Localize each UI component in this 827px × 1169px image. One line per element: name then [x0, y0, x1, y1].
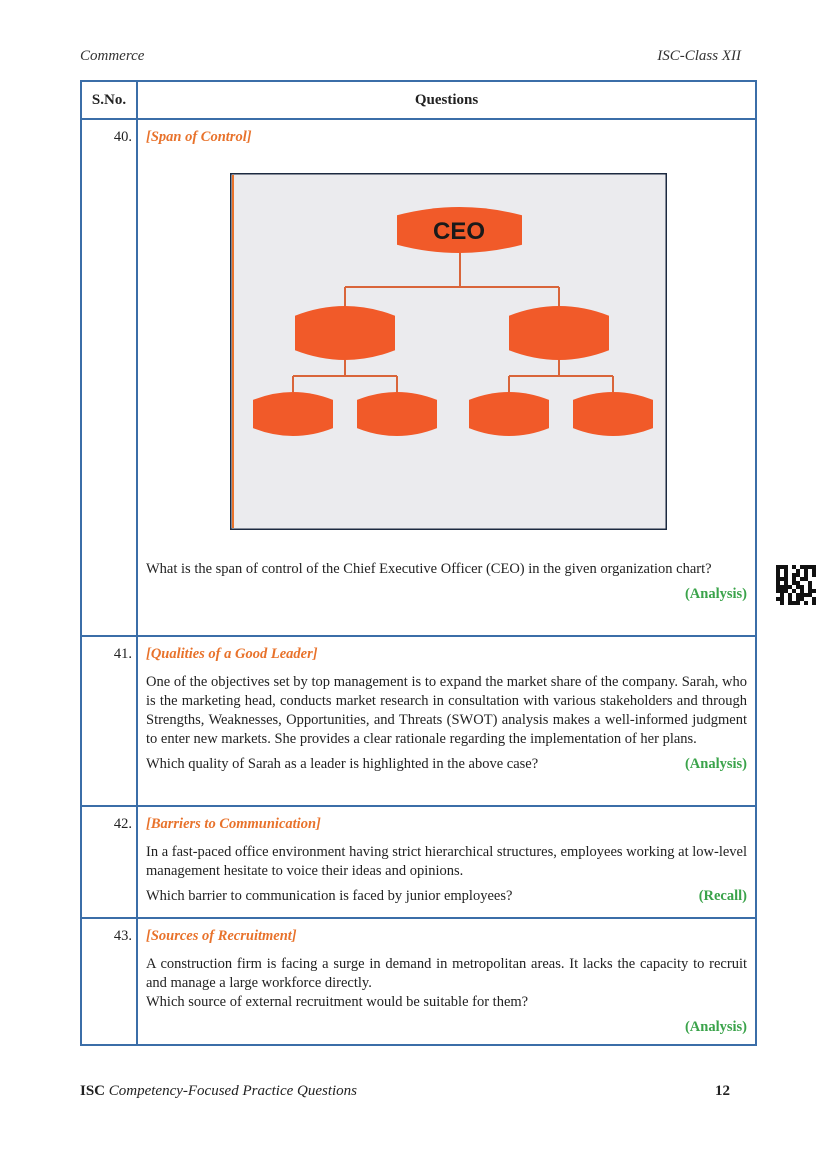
- column-header-questions: Questions: [137, 81, 756, 119]
- footer-brand: ISC: [80, 1083, 106, 1099]
- question-topic: [Barriers to Communication]: [146, 816, 321, 832]
- org-position-box: [357, 392, 437, 436]
- org-position-box: [253, 392, 333, 436]
- question-number: 43.: [81, 918, 137, 1045]
- header-subject: Commerce: [80, 48, 145, 64]
- cognitive-level: (Recall): [698, 888, 747, 904]
- question-prompt: Which quality of Sarah as a leader is highlighted in the above case?: [146, 756, 539, 772]
- ceo-label: CEO: [432, 218, 486, 245]
- question-topic: [Qualities of a Good Leader]: [146, 646, 318, 662]
- question-row: [81, 806, 756, 918]
- footer-title: Competency-Focused Practice Questions: [108, 1083, 358, 1099]
- header-class: ISC-Class XII: [657, 48, 741, 64]
- question-prompt: Which barrier to communication is faced by junior employees?: [146, 888, 513, 904]
- cognitive-level: (Analysis): [684, 586, 747, 602]
- question-text: What is the span of control of the Chief Executive Officer (CEO) in the given organization chart?: [146, 561, 712, 577]
- question-text: A construction firm is facing a surge in demand in metropolitan areas. It lacks the capacity to recruit and manage a large workforce directly.: [146, 956, 747, 991]
- question-topic: [Sources of Recruitment]: [146, 928, 297, 944]
- org-position-box: [469, 392, 549, 436]
- question-row: [81, 636, 756, 806]
- organization-chart: [230, 173, 667, 530]
- org-position-box: [509, 306, 609, 360]
- footer: [80, 1083, 730, 1100]
- question-topic: [Span of Control]: [146, 129, 252, 145]
- cognitive-level: (Analysis): [684, 756, 747, 772]
- column-header-sno: S.No.: [81, 81, 137, 119]
- question-row: [81, 119, 756, 636]
- question-row: [81, 918, 756, 1045]
- question-number: 42.: [81, 806, 137, 918]
- question-prompt: Which source of external recruitment would be suitable for them?: [146, 994, 529, 1010]
- question-number: 41.: [81, 636, 137, 806]
- qr-code[interactable]: [776, 565, 816, 605]
- question-number: 40.: [81, 119, 137, 636]
- cognitive-level: (Analysis): [684, 1019, 747, 1035]
- page-number: 12: [715, 1083, 730, 1099]
- question-text: In a fast-paced office environment having strict hierarchical structures, employees working at low-level management hesitate to voice their ideas and opinions.: [146, 844, 747, 879]
- question-text: One of the objectives set by top management is to expand the market share of the company. Sarah, who is the marketing head, conducts market research in consultation with various stakeholders and through Strengths, Weaknesses, Opportunities, and Threats (SWOT) analysis makes a well-informed judgment to enter new markets. She provides a clear rationale regarding the implementation of her plans.: [146, 674, 747, 747]
- org-position-box: [573, 392, 653, 436]
- questions-table: [80, 80, 757, 1046]
- org-position-box: [295, 306, 395, 360]
